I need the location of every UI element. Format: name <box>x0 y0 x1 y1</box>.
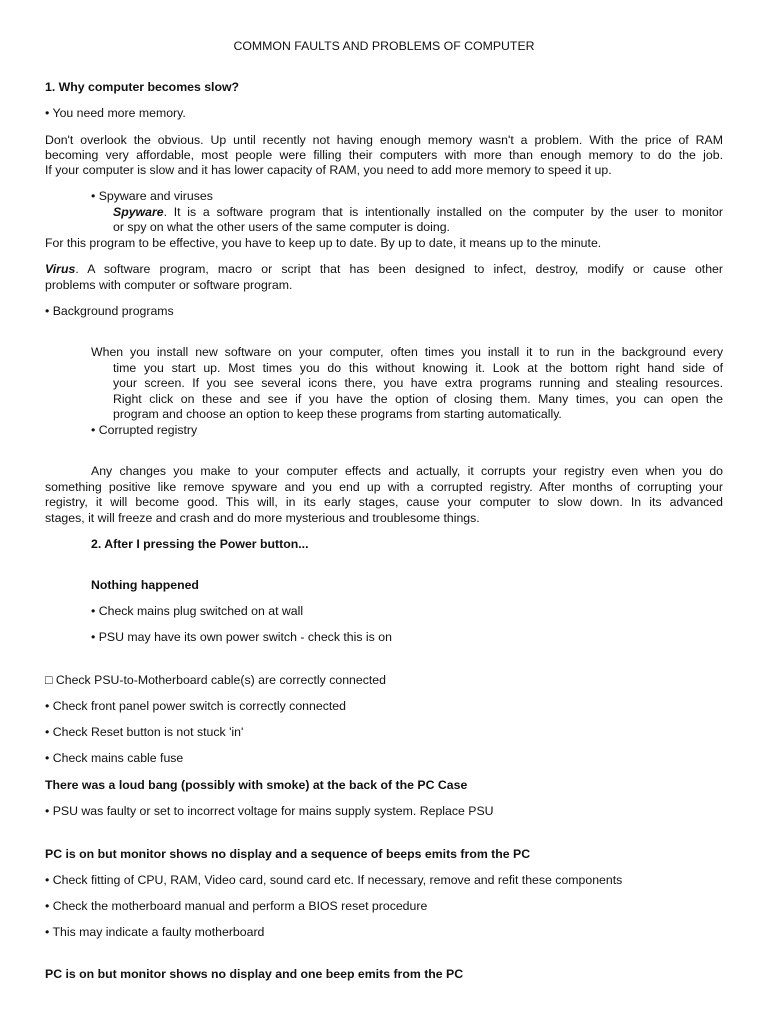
check-fitting: • Check fitting of CPU, RAM, Video card, sound card etc. If necessary, remove and refit these components <box>45 873 623 887</box>
bullet-spyware-viruses: • Spyware and viruses <box>91 189 213 203</box>
registry-line-4: stages, it will freeze and crash and do more mysterious and troublesome things. <box>45 511 480 525</box>
memory-line-2: becoming very affordable, most people were filling their computers with more than enough memory to do the job. <box>45 148 723 162</box>
spyware-term: Spyware <box>113 205 164 219</box>
check-front-panel: • Check front panel power switch is correctly connected <box>45 699 346 713</box>
check-reset-button: • Check Reset button is not stuck 'in' <box>45 725 244 739</box>
bullet-background-programs: • Background programs <box>45 304 174 318</box>
background-line-1: When you install new software on your computer, often times you install it to run in the background every <box>91 345 723 359</box>
bullet-corrupted-registry: • Corrupted registry <box>91 423 198 437</box>
nothing-happened-heading: Nothing happened <box>91 578 199 592</box>
psu-faulty: • PSU was faulty or set to incorrect voltage for mains supply system. Replace PSU <box>45 804 494 818</box>
spyware-line-2: or spy on what the other users of the same computer is doing. <box>113 220 450 234</box>
spyware-line-3: For this program to be effective, you have to keep up to date. By up to date, it means up to the minute. <box>45 236 602 250</box>
virus-line-1 <box>45 262 723 277</box>
spyware-line-1 <box>113 205 723 220</box>
spyware-definition: . It is a software program that is intentionally installed on the computer by the user to monitor <box>163 205 723 219</box>
section-1-heading: 1. Why computer becomes slow? <box>45 80 240 94</box>
section-2-heading: 2. After I pressing the Power button... <box>91 537 309 551</box>
registry-line-2: something positive like remove spyware and you end up with a corrupted registry. After months of corrupting your <box>45 480 723 494</box>
check-psu-switch: • PSU may have its own power switch - check this is on <box>91 630 392 644</box>
virus-definition: . A software program, macro or script that has been designed to infect, destroy, modify or cause other <box>75 262 723 276</box>
memory-line-3: If your computer is slow and it has lower capacity of RAM, you need to add more memory to speed it up. <box>45 163 612 177</box>
background-line-4: Right click on these and see if you have the option of closing them. Many times, you can open the <box>113 392 723 406</box>
loud-bang-heading: There was a loud bang (possibly with smoke) at the back of the PC Case <box>45 778 468 792</box>
beeps-heading: PC is on but monitor shows no display and a sequence of beeps emits from the PC <box>45 847 531 861</box>
check-psu-cables: □ Check PSU-to-Motherboard cable(s) are correctly connected <box>45 673 386 687</box>
registry-line-1: Any changes you make to your computer effects and actually, it corrupts your registry even when you do <box>91 464 723 478</box>
virus-term: Virus <box>45 262 76 276</box>
check-mains-plug: • Check mains plug switched on at wall <box>91 604 304 618</box>
registry-line-3: registry, it will become good. This will, in its early stages, cause your computer to slow down. In its advanced <box>45 495 723 509</box>
faulty-motherboard: • This may indicate a faulty motherboard <box>45 925 265 939</box>
document-title: COMMON FAULTS AND PROBLEMS OF COMPUTER <box>233 39 535 53</box>
check-mains-fuse: • Check mains cable fuse <box>45 751 184 765</box>
bios-reset: • Check the motherboard manual and perform a BIOS reset procedure <box>45 899 428 913</box>
background-line-3: your screen. If you see several icons there, you have extra programs running and stealing resources. <box>113 376 723 390</box>
background-line-5: program and choose an option to keep these programs from starting automatically. <box>113 407 562 421</box>
memory-line-1: Don't overlook the obvious. Up until recently not having enough memory wasn't a problem. With the price of RAM <box>45 133 723 147</box>
one-beep-heading: PC is on but monitor shows no display and one beep emits from the PC <box>45 967 464 981</box>
background-line-2: time you start up. Most times you do this without knowing it. Look at the bottom right hand side of <box>113 361 723 375</box>
bullet-more-memory: • You need more memory. <box>45 106 186 120</box>
virus-line-2: problems with computer or software program. <box>45 278 293 292</box>
